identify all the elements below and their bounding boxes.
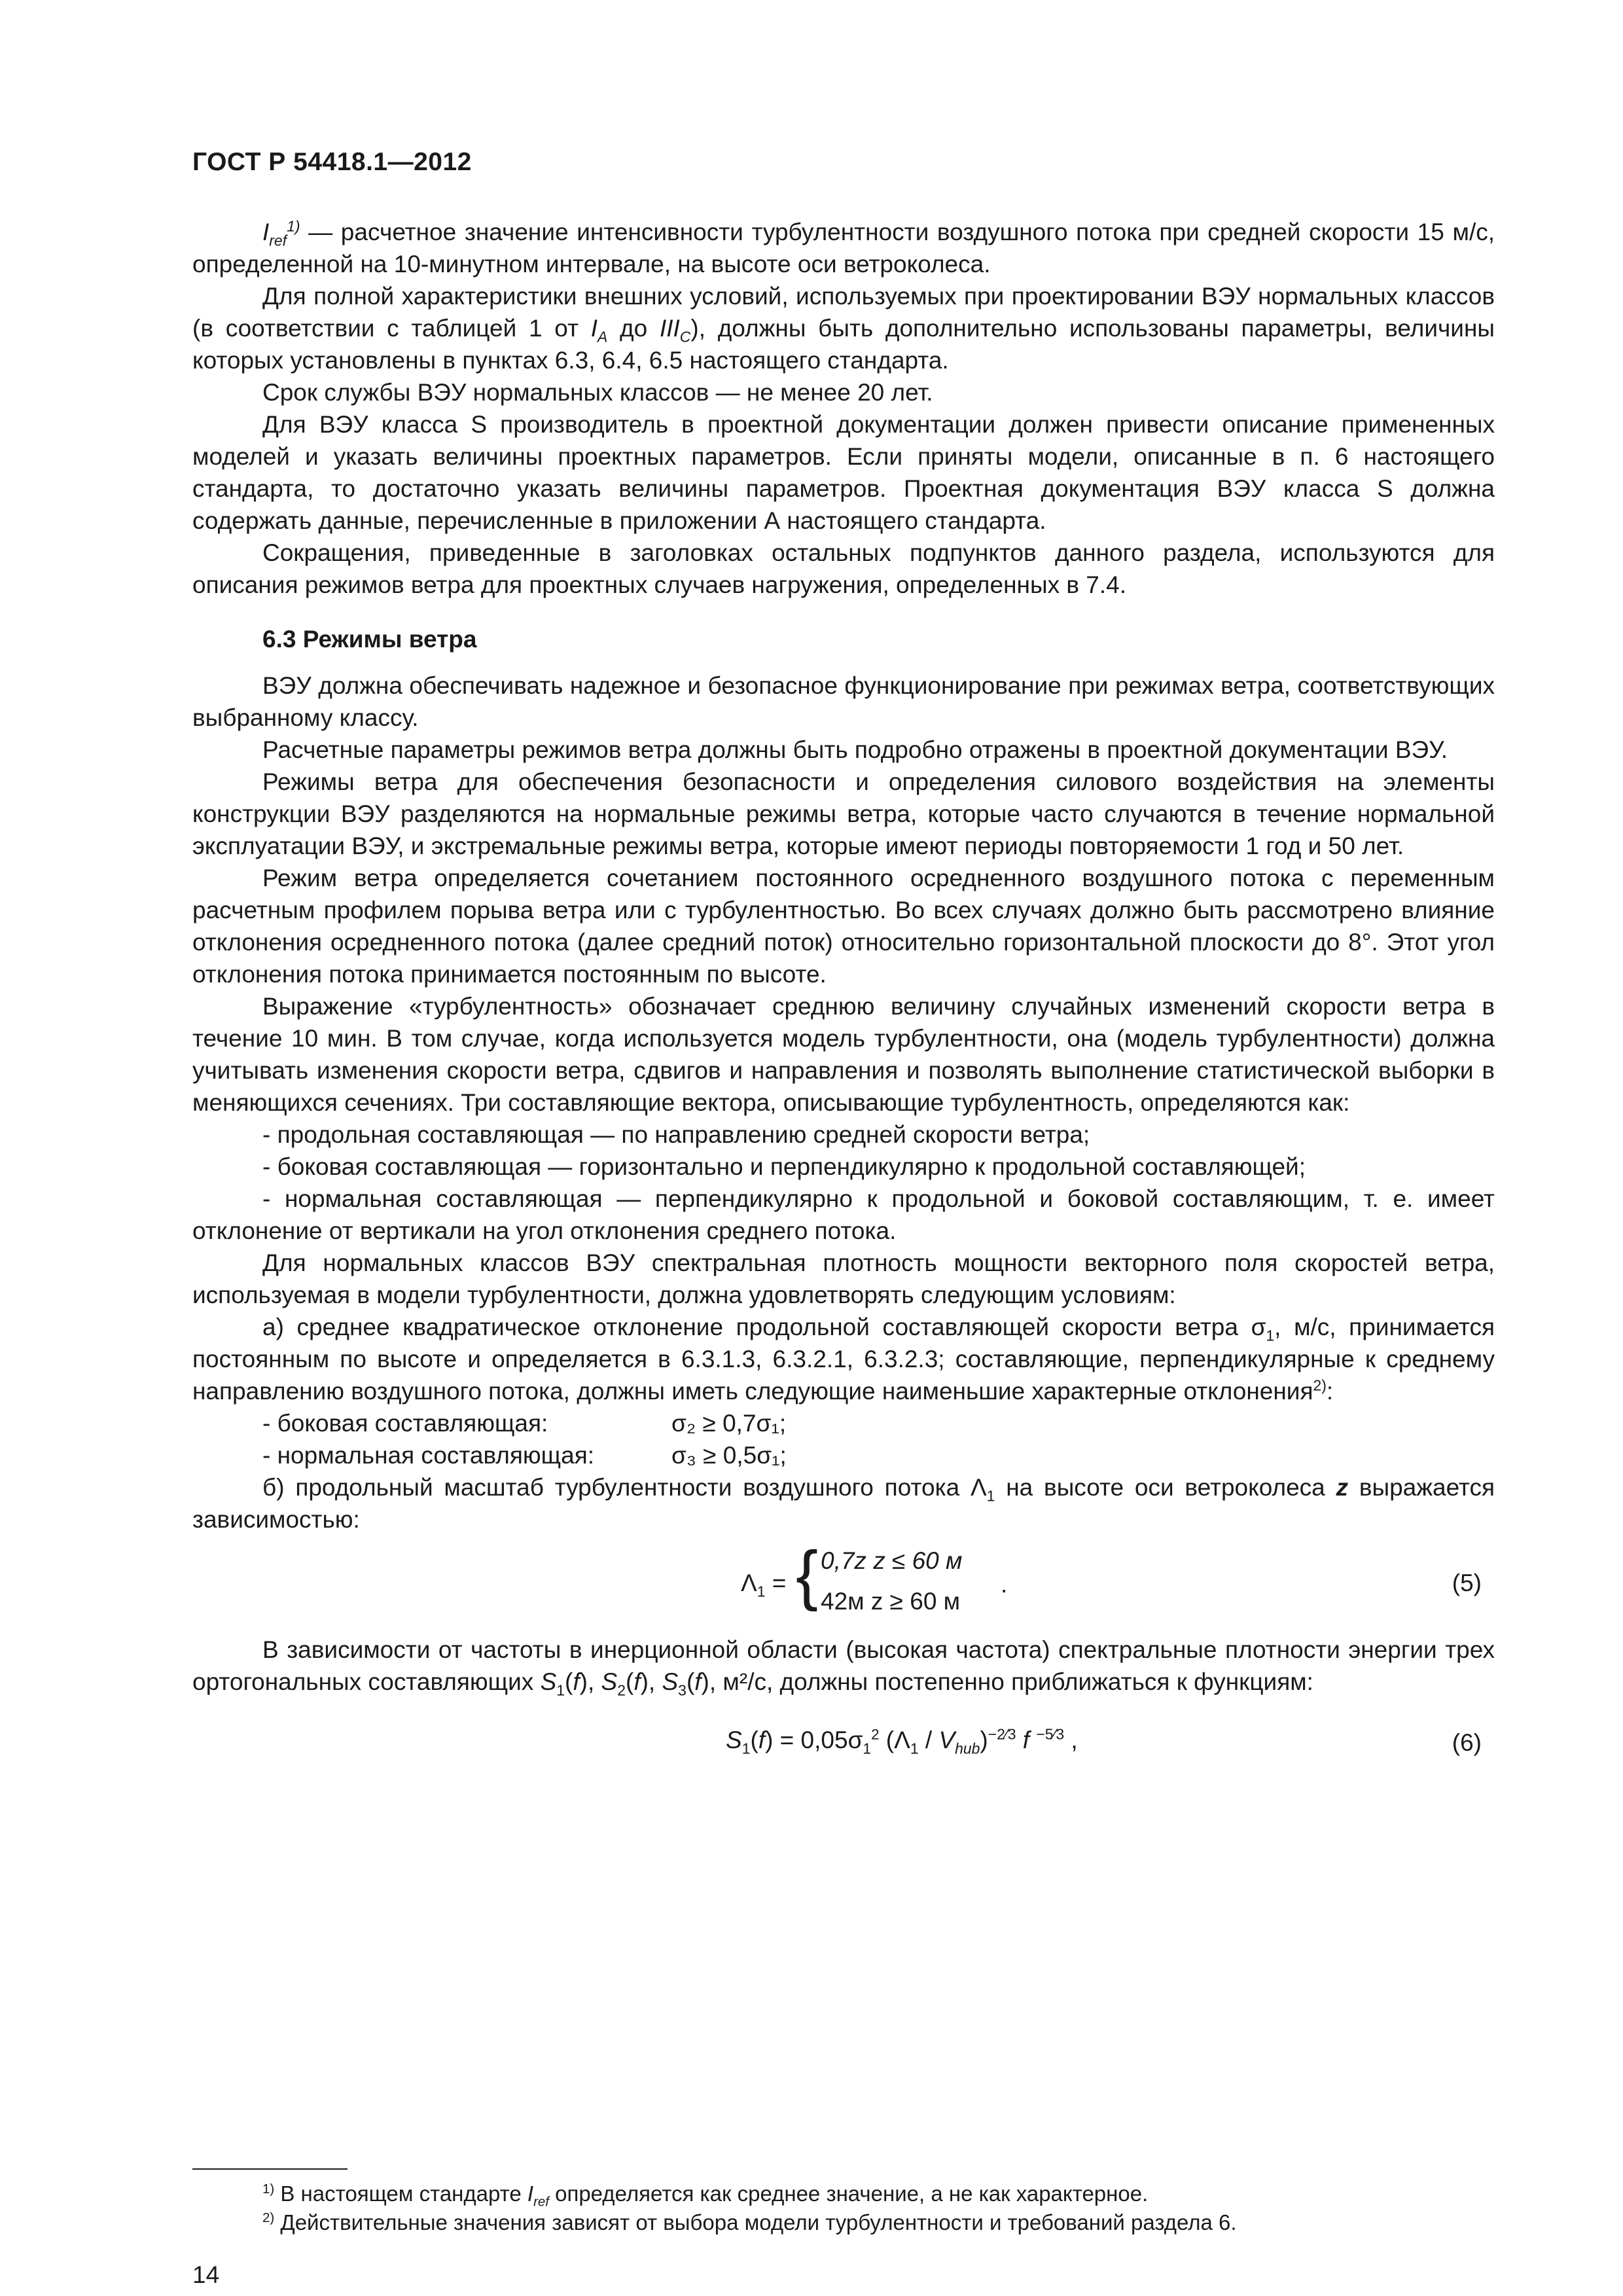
section-paragraph-7: В зависимости от частоты в инерционной области (высокая частота) спектральные плотности энергии трех ортогональных составляющих $S_1(f)$, $S_2(f)$, $S_3(f)$, м²/с, должны постепенно приближаться к функциям: [192, 1636, 1495, 1699]
formula-6 [192, 1698, 1495, 1770]
formula-5-brace: { [796, 1537, 819, 1612]
lateral-condition: - боковая составляющая: σ₂ ≥ 0,7σ₁; [262, 1410, 787, 1437]
section-paragraph-1: ВЭУ должна обеспечивать надежное и безопасное функционирование при режимах ветра, соответствующих выбранному классу. [192, 672, 1495, 731]
formula-5-number: (5) [1452, 1570, 1482, 1596]
section-paragraph-2: Расчетные параметры режимов ветра должны быть подробно отражены в проектной документации ВЭУ. [262, 736, 1448, 763]
section-paragraph-3: Режимы ветра для обеспечения безопасности и определения силового воздействия на элементы конструкции ВЭУ разделяются на нормальные режимы ветра, которые часто случаются в течение нормальной эксплуатации ВЭУ, и экстремальные режимы ветра, которые имеют периоды повторяемости 1 год и 50 лет. [192, 768, 1495, 859]
page-body [192, 216, 1495, 1770]
page-number: 14 [192, 2261, 220, 2288]
footnote-2: $^{2)}$ Действительные значения зависят от выбора модели турбулентности и требований раздела 6. [262, 2210, 1237, 2234]
item-b: б) продольный масштаб турбулентности воздушного потока $\Lambda_1$ на высоте оси ветроколеса z выражается зависимостью: [192, 1474, 1495, 1533]
section-paragraph-4: Режим ветра определяется сочетанием постоянного осредненного воздушного потока с переменным расчетным профилем порыва ветра или с турбулентностью. Во всех случаях должно быть рассмотрено влияние отклонения осредненного потока (далее средний поток) относительно горизонтальной плоскости до 8°. Этот угол отклонения потока принимается постоянным по высоте. [192, 865, 1495, 988]
bullet-longitudinal: - продольная составляющая — по направлению средней скорости ветра; [262, 1121, 1090, 1148]
footnotes [192, 2179, 1495, 2237]
section-title: 6.3 Режимы ветра [262, 626, 477, 653]
formula-5-case-2: 42м z ≥ 60 м [821, 1588, 961, 1615]
formula-6-expression: $S_1(f) = 0,05\sigma_1^2$ $(\Lambda_1 / V_{hub})^{-2⁄3}$ f $^{-5⁄3}$ , [726, 1725, 1078, 1757]
section-paragraph-6: Для нормальных классов ВЭУ спектральная плотность мощности векторного поля скоростей ветра, используемая в модели турбулентности, должна удовлетворять следующим условиям: [192, 1249, 1495, 1308]
section-paragraph-5: Выражение «турбулентность» обозначает среднюю величину случайных изменений скорости ветра в течение 10 мин. В том случае, когда используется модель турбулентности, она (модель турбулентности) должна учитывать изменения скорости ветра, сдвигов и направления и позволять выполнение статистической выборки в меняющихся сечениях. Три составляющие вектора, описывающие турбулентность, определяются как: [192, 993, 1495, 1116]
footnote-separator [192, 2168, 348, 2170]
formula-5-dot: . [1001, 1571, 1008, 1598]
footnote-1: $^{1)}$ В настоящем стандарте $I_{ref}$ определяется как среднее значение, а не как характерное. [262, 2181, 1149, 2210]
formula-5-case-1: 0,7z z ≤ 60 м [821, 1547, 963, 1574]
document-header: ГОСТ Р 54418.1—2012 [192, 148, 472, 176]
normal-condition: - нормальная составляющая: σ₃ ≥ 0,5σ₁; [262, 1442, 787, 1469]
intro-paragraph-2: Для полной характеристики внешних условий, используемых при проектировании ВЭУ нормальных классов (в соответствии с таблицей 1 от $I_A$ до $III_C$), должны быть дополнительно использованы параметры, величины которых установлены в пунктах 6.3, 6.4, 6.5 настоящего стандарта. [192, 283, 1495, 374]
bullet-lateral: - боковая составляющая — горизонтально и перпендикулярно к продольной составляющей; [262, 1153, 1306, 1180]
bullet-normal: - нормальная составляющая — перпендикулярно к продольной и боковой составляющим, т. е. имеет отклонение от вертикали на угол отклонения среднего потока. [192, 1185, 1495, 1244]
intro-paragraph-3: Срок службы ВЭУ нормальных классов — не менее 20 лет. [262, 379, 933, 406]
intro-paragraph-5: Сокращения, приведенные в заголовках остальных подпунктов данного раздела, используются для описания режимов ветра для проектных случаев нагружения, определенных в 7.4. [192, 539, 1495, 598]
formula-5 [192, 1535, 1495, 1634]
iref-definition: $I_{ref}^{1)}$ — расчетное значение интенсивности турбулентности воздушного потока при средней скорости 15 м/с, определенной на 10-минутном интервале, на высоте оси ветроколеса. [192, 217, 1495, 278]
intro-paragraph-4: Для ВЭУ класса S производитель в проектной документации должен привести описание примененных моделей и указать величины проектных параметров. Если приняты модели, описанные в п. 6 настоящего стандарта, то достаточно указать величины параметров. Проектная документация ВЭУ класса S должна содержать данные, перечисленные в приложении А настоящего стандарта. [192, 411, 1495, 534]
formula-6-number: (6) [1452, 1729, 1482, 1756]
item-a: а) среднее квадратическое отклонение продольной составляющей скорости ветра $\sigma_1$, м/с, принимается постоянным по высоте и определяется в 6.3.1.3, 6.3.2.1, 6.3.2.3; составляющие, перпендикулярные к среднему направлению воздушного потока, должны иметь следующие наименьшие характерные отклонения$^{2)}$: [192, 1314, 1495, 1405]
formula-5-lhs: $\Lambda_1$ = [741, 1570, 787, 1600]
